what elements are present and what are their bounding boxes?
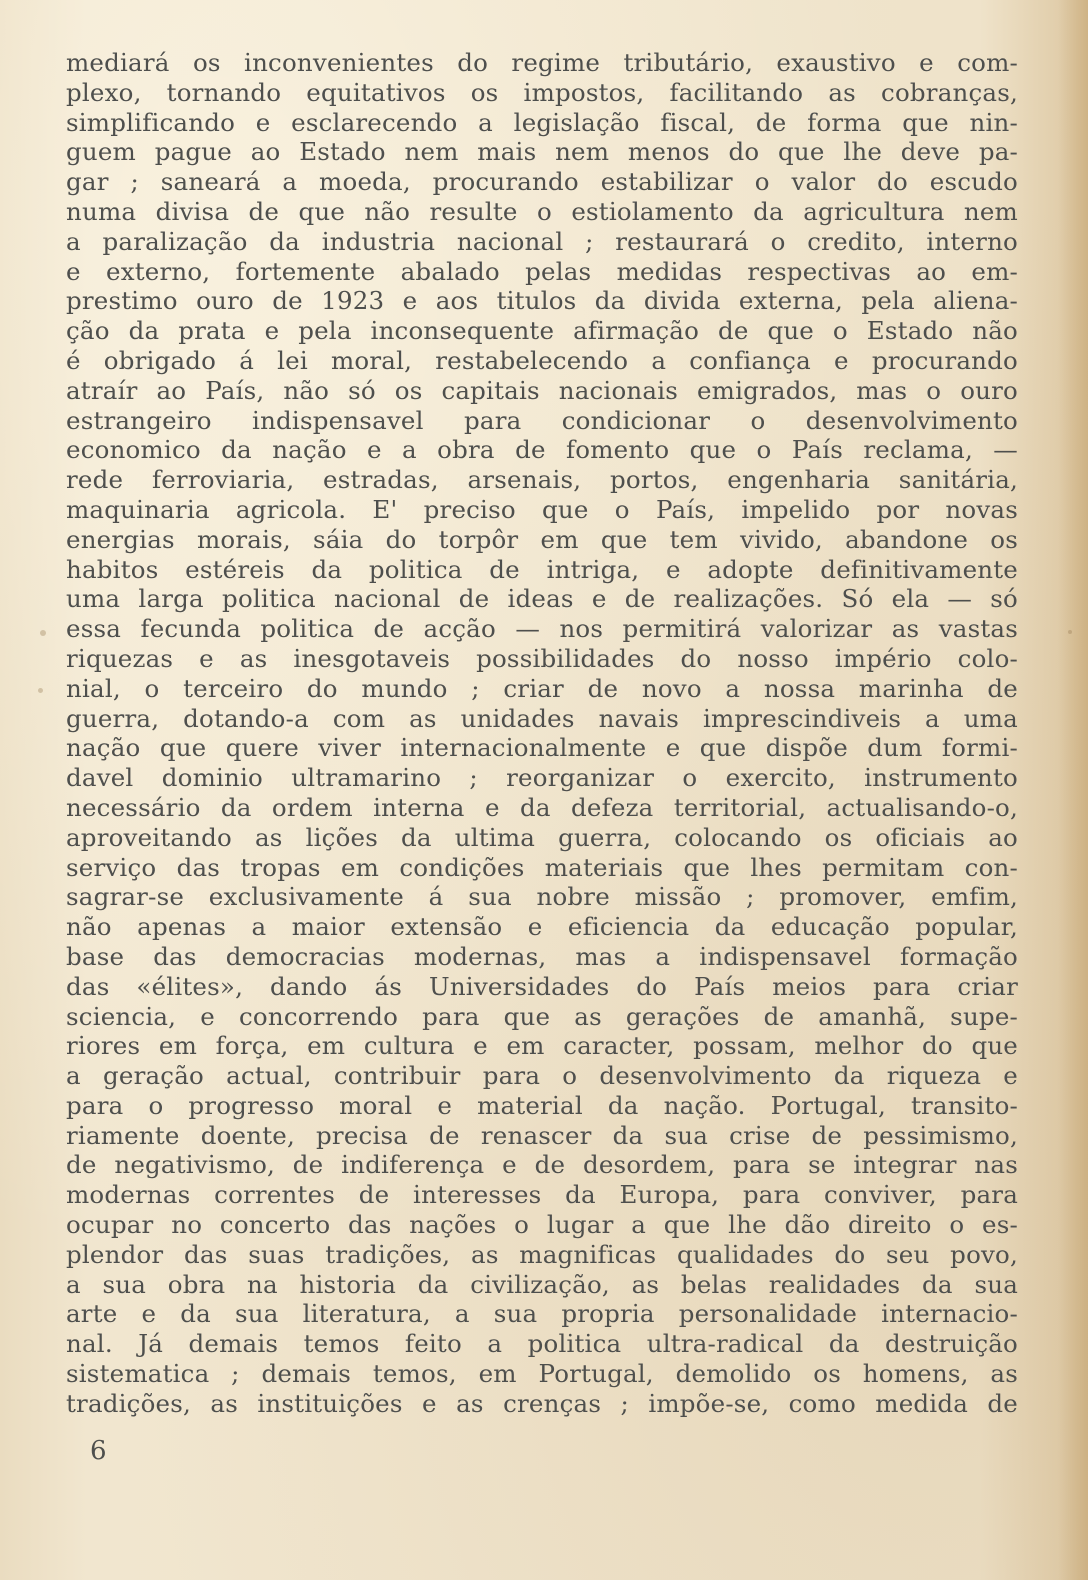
text-line: rede ferroviaria, estradas, arsenais, portos, engenharia sanitária, xyxy=(66,465,1018,495)
text-line: economico da nação e a obra de fomento que o País reclama, — xyxy=(66,435,1018,465)
text-line: para o progresso moral e material da nação. Portugal, transito- xyxy=(66,1090,1018,1120)
text-line: uma larga politica nacional de ideas e de realizações. Só ela — só xyxy=(66,584,1018,614)
text-line: mediará os inconvenientes do regime tributário, exaustivo e com- xyxy=(66,48,1018,77)
text-line: não apenas a maior extensão e eficiencia da educação popular, xyxy=(66,912,1018,942)
text-line: estrangeiro indispensavel para condicionar o desenvolvimento xyxy=(66,405,1018,435)
text-line: energias morais, sáia do torpôr em que tem vivido, abandone os xyxy=(66,524,1018,554)
text-line: modernas correntes de interesses da Europa, para conviver, para xyxy=(66,1180,1018,1210)
text-line: sagrar-se exclusivamente á sua nobre missão ; promover, emfim, xyxy=(66,882,1018,912)
paper-speck xyxy=(38,688,43,693)
text-line: guem pague ao Estado nem mais nem menos do que lhe deve pa- xyxy=(66,137,1018,167)
text-line: nação que quere viver internacionalmente e que dispõe dum formi- xyxy=(66,733,1018,763)
body-text xyxy=(66,48,1018,1419)
text-line: serviço das tropas em condições materiais que lhes permitam con- xyxy=(66,852,1018,882)
text-line: e externo, fortemente abalado pelas medidas respectivas ao em- xyxy=(66,256,1018,286)
text-line: numa divisa de que não resulte o estiolamento da agricultura nem xyxy=(66,196,1018,226)
text-line: guerra, dotando-a com as unidades navais imprescindiveis a uma xyxy=(66,703,1018,733)
text-line: a paralização da industria nacional ; restaurará o credito, interno xyxy=(66,226,1018,256)
text-line: riamente doente, precisa de renascer da sua crise de pessimismo, xyxy=(66,1120,1018,1150)
text-line: das «élites», dando ás Universidades do País meios para criar xyxy=(66,971,1018,1001)
text-line: plendor das suas tradições, as magnificas qualidades do seu povo, xyxy=(66,1239,1018,1269)
text-line: base das democracias modernas, mas a indispensavel formação xyxy=(66,941,1018,971)
text-line: ção da prata e pela inconsequente afirmação de que o Estado não xyxy=(66,316,1018,346)
page-edge-shadow xyxy=(1058,0,1088,1580)
text-line: habitos estéreis da politica de intriga, e adopte definitivamente xyxy=(66,554,1018,584)
paper-speck xyxy=(40,630,46,636)
text-line: de negativismo, de indiferença e de desordem, para se integrar nas xyxy=(66,1150,1018,1180)
text-line: necessário da ordem interna e da defeza territorial, actualisando-o, xyxy=(66,792,1018,822)
text-line: atraír ao País, não só os capitais nacionais emigrados, mas o ouro xyxy=(66,375,1018,405)
text-line: arte e da sua literatura, a sua propria personalidade internacio- xyxy=(66,1299,1018,1329)
text-line: sciencia, e concorrendo para que as gerações de amanhã, supe- xyxy=(66,1001,1018,1031)
text-line: essa fecunda politica de acção — nos permitirá valorizar as vastas xyxy=(66,614,1018,644)
text-line: nial, o terceiro do mundo ; criar de novo a nossa marinha de xyxy=(66,673,1018,703)
text-line: é obrigado á lei moral, restabelecendo a confiança e procurando xyxy=(66,345,1018,375)
text-line: nal. Já demais temos feito a politica ultra-radical da destruição xyxy=(66,1329,1018,1359)
text-line: a sua obra na historia da civilização, as belas realidades da sua xyxy=(66,1269,1018,1299)
text-line: riquezas e as inesgotaveis possibilidades do nosso império colo- xyxy=(66,643,1018,673)
text-line: davel dominio ultramarino ; reorganizar o exercito, instrumento xyxy=(66,763,1018,793)
text-line: sistematica ; demais temos, em Portugal, demolido os homens, as xyxy=(66,1359,1018,1389)
paper-speck xyxy=(1068,630,1072,634)
text-line: prestimo ouro de 1923 e aos titulos da divida externa, pela aliena- xyxy=(66,286,1018,316)
text-line: aproveitando as lições da ultima guerra, colocando os oficiais ao xyxy=(66,822,1018,852)
text-line: ocupar no concerto das nações o lugar a que lhe dão direito o es- xyxy=(66,1210,1018,1240)
text-line: simplificando e esclarecendo a legislação fiscal, de forma que nin- xyxy=(66,107,1018,137)
text-line: gar ; saneará a moeda, procurando estabilizar o valor do escudo xyxy=(66,167,1018,197)
text-line: a geração actual, contribuir para o desenvolvimento da riqueza e xyxy=(66,1061,1018,1091)
text-line: maquinaria agricola. E' preciso que o País, impelido por novas xyxy=(66,494,1018,524)
page-number: 6 xyxy=(90,1436,107,1466)
text-line: tradições, as instituições e as crenças ; impõe-se, como medida de xyxy=(66,1388,1018,1418)
text-line: riores em força, em cultura e em caracter, possam, melhor do que xyxy=(66,1031,1018,1061)
text-line: plexo, tornando equitativos os impostos, facilitando as cobranças, xyxy=(66,77,1018,107)
